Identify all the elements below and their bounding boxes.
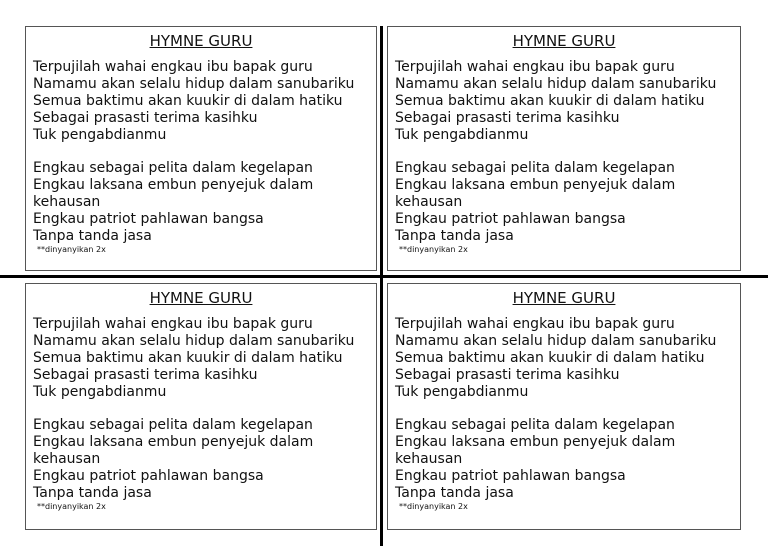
verse1-line: Sebagai prasasti terima kasihku	[395, 367, 620, 383]
verse-gap	[33, 401, 376, 417]
lyrics-card-bottom-right	[387, 283, 741, 530]
verse2-line: Engkau patriot pahlawan bangsa	[33, 468, 264, 484]
verse1-line: Tuk pengabdianmu	[395, 384, 529, 400]
verse-gap	[395, 144, 740, 160]
verse1-line: Semua baktimu akan kuukir di dalam hatiku	[395, 93, 705, 109]
verse1-line: Terpujilah wahai engkau ibu bapak guru	[33, 316, 313, 332]
verse1-line: Namamu akan selalu hidup dalam sanubariku	[395, 333, 717, 349]
verse1-line: Semua baktimu akan kuukir di dalam hatiku	[33, 350, 343, 366]
verse2-line: Engkau laksana embun penyejuk dalam	[33, 177, 314, 193]
verse2-line: kehausan	[33, 194, 101, 210]
lyrics-card-bottom-left	[25, 283, 377, 530]
verse1-line: Terpujilah wahai engkau ibu bapak guru	[395, 316, 675, 332]
verse1-line: Namamu akan selalu hidup dalam sanubariku	[33, 76, 355, 92]
hymn-title: HYMNE GURU	[512, 32, 616, 50]
verse1-line: Terpujilah wahai engkau ibu bapak guru	[33, 59, 313, 75]
lyrics-card-top-left	[25, 26, 377, 271]
verse2-line: kehausan	[395, 451, 463, 467]
verse1-line: Semua baktimu akan kuukir di dalam hatiku	[33, 93, 343, 109]
verse2-line: kehausan	[33, 451, 101, 467]
verse1-line: Terpujilah wahai engkau ibu bapak guru	[395, 59, 675, 75]
verse2-line: Tanpa tanda jasa	[395, 228, 514, 244]
verse2-line: Engkau sebagai pelita dalam kegelapan	[33, 160, 313, 176]
verse2-line: kehausan	[395, 194, 463, 210]
verse1-line: Sebagai prasasti terima kasihku	[395, 110, 620, 126]
repeat-note: **dinyanyikan 2x	[399, 502, 468, 511]
verse1-line: Namamu akan selalu hidup dalam sanubariku	[395, 76, 717, 92]
verse2-line: Engkau laksana embun penyejuk dalam	[395, 177, 676, 193]
hymn-title: HYMNE GURU	[512, 289, 616, 307]
lyrics-card-top-right	[387, 26, 741, 271]
verse2-line: Engkau laksana embun penyejuk dalam	[33, 434, 314, 450]
verse1-line: Tuk pengabdianmu	[33, 384, 167, 400]
verse2-line: Engkau patriot pahlawan bangsa	[395, 468, 626, 484]
verse1-line: Sebagai prasasti terima kasihku	[33, 110, 258, 126]
verse2-line: Engkau sebagai pelita dalam kegelapan	[395, 417, 675, 433]
horizontal-divider	[0, 275, 768, 278]
verse2-line: Tanpa tanda jasa	[33, 485, 152, 501]
verse2-line: Tanpa tanda jasa	[33, 228, 152, 244]
verse2-line: Engkau laksana embun penyejuk dalam	[395, 434, 676, 450]
verse2-line: Engkau sebagai pelita dalam kegelapan	[33, 417, 313, 433]
verse-gap	[33, 144, 376, 160]
verse2-line: Engkau patriot pahlawan bangsa	[33, 211, 264, 227]
verse-gap	[395, 401, 740, 417]
hymn-title: HYMNE GURU	[149, 32, 253, 50]
verse2-line: Tanpa tanda jasa	[395, 485, 514, 501]
verse1-line: Tuk pengabdianmu	[395, 127, 529, 143]
verse1-line: Sebagai prasasti terima kasihku	[33, 367, 258, 383]
repeat-note: **dinyanyikan 2x	[399, 245, 468, 254]
verse2-line: Engkau patriot pahlawan bangsa	[395, 211, 626, 227]
verse1-line: Semua baktimu akan kuukir di dalam hatiku	[395, 350, 705, 366]
verse1-line: Tuk pengabdianmu	[33, 127, 167, 143]
repeat-note: **dinyanyikan 2x	[37, 502, 106, 511]
vertical-divider	[380, 26, 383, 546]
verse1-line: Namamu akan selalu hidup dalam sanubariku	[33, 333, 355, 349]
hymn-title: HYMNE GURU	[149, 289, 253, 307]
repeat-note: **dinyanyikan 2x	[37, 245, 106, 254]
verse2-line: Engkau sebagai pelita dalam kegelapan	[395, 160, 675, 176]
